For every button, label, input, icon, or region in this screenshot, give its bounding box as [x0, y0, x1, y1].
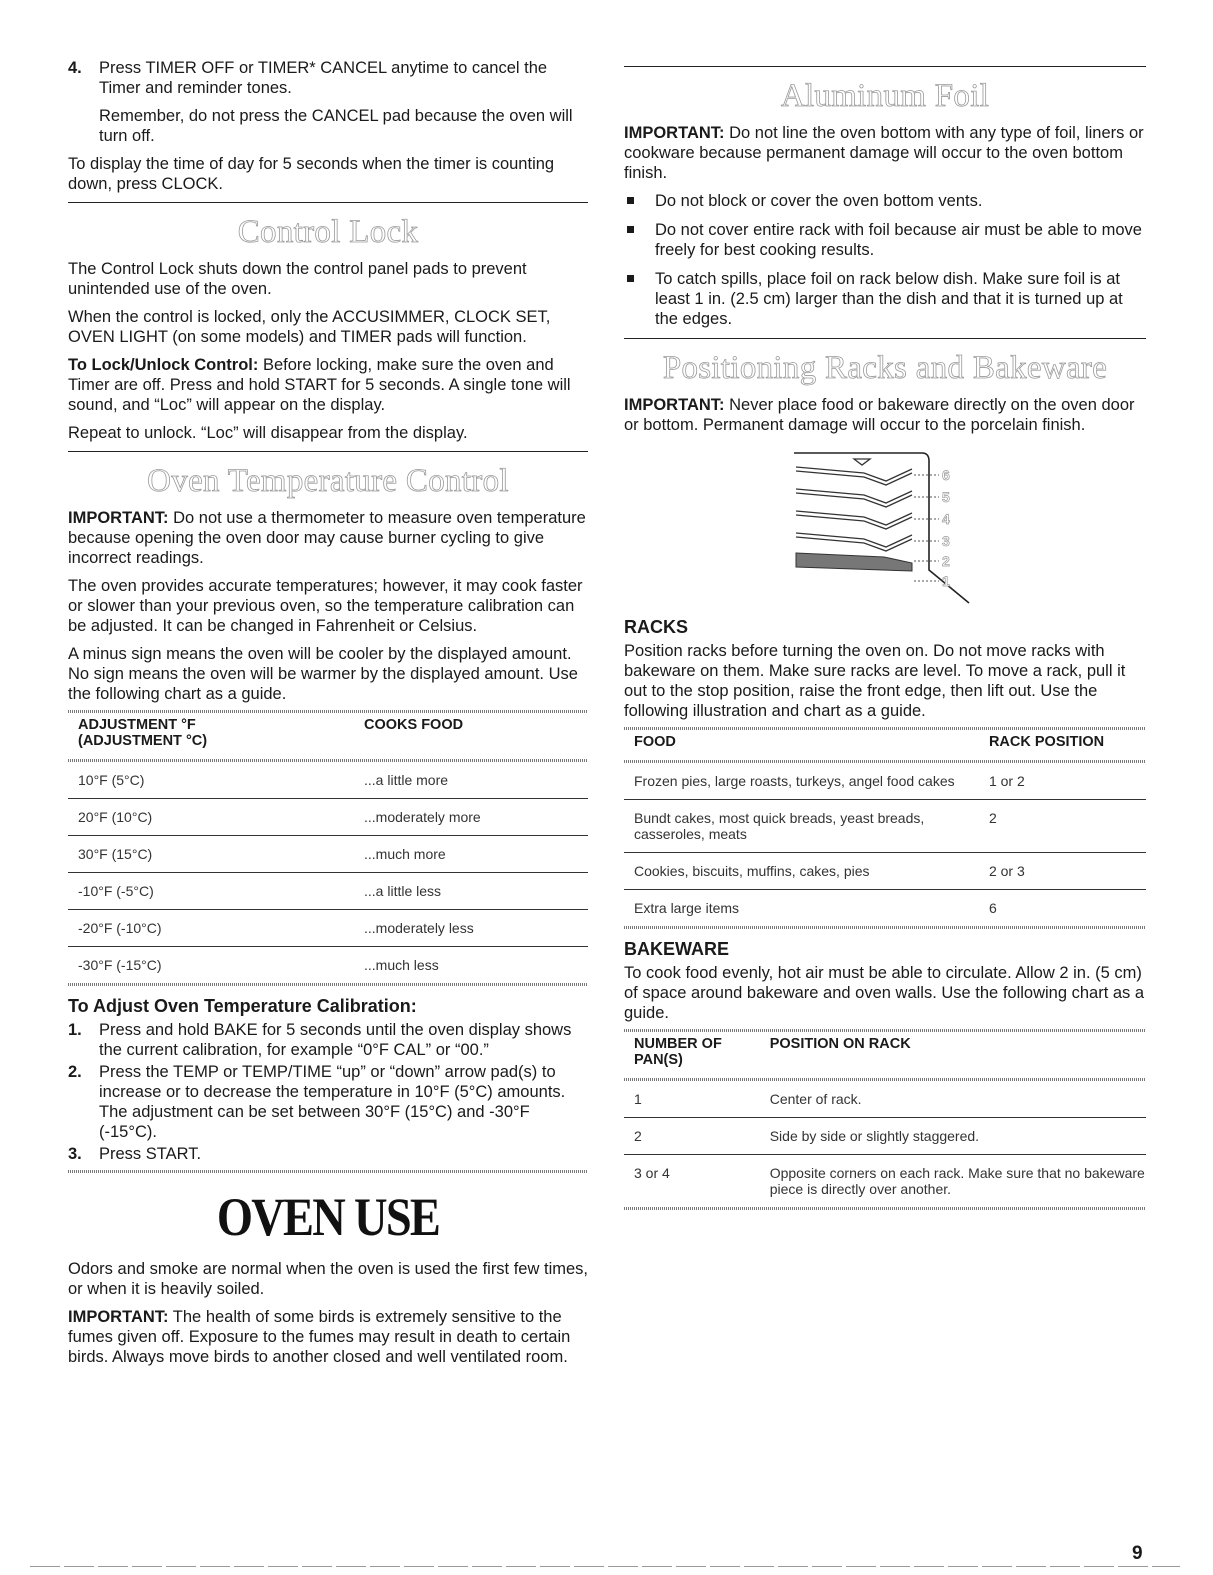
positioning-important — [624, 395, 1146, 435]
calibration-heading: To Adjust Oven Temperature Calibration: — [68, 996, 417, 1016]
oven-temp-title: Oven Temperature Control — [147, 463, 509, 499]
header-number-of: NUMBER OF — [634, 1036, 722, 1052]
step-text: Press TIMER OFF or TIMER* CANCEL anytime to cancel the Timer and reminder tones. — [99, 59, 548, 97]
table-cell: 2 — [979, 800, 1146, 853]
page-number: 9 — [1132, 1543, 1143, 1564]
important-label: IMPORTANT: — [68, 509, 169, 527]
racks-table — [624, 763, 1146, 926]
oven-use-important — [68, 1307, 588, 1367]
table-cell: ...moderately more — [354, 799, 588, 836]
table-cell: Center of rack. — [769, 1091, 862, 1107]
step-text: Press and hold BAKE for 5 seconds until the oven display shows the current calibration, for example “0°F CAL” or “00.” — [99, 1021, 572, 1059]
important-text: Do not use a thermometer to measure oven temperature because opening the oven door may cause burner cycling to give incorrect readings. — [68, 509, 586, 567]
step-number: 1. — [68, 1021, 82, 1039]
rack-position-label: 3 — [942, 533, 950, 549]
header-adjustment-c: (ADJUSTMENT °C) — [78, 733, 208, 749]
foil-bullets — [624, 191, 1146, 329]
bakeware-p1: To cook food evenly, hot air must be able to circulate. Allow 2 in. (5 cm) of space around bakeware and oven walls. Use the following chart as a guide. — [624, 964, 1145, 1022]
section-divider — [68, 202, 588, 203]
table-cell: Frozen pies, large roasts, turkeys, angel food cakes — [634, 773, 955, 789]
table-cell: 3 or 4 — [624, 1155, 760, 1208]
table-cell: ...a little more — [364, 772, 449, 788]
step-number: 3. — [68, 1145, 82, 1163]
timer-step — [68, 58, 588, 146]
table-header-row — [68, 713, 588, 759]
header-pans: PAN(S) — [634, 1052, 683, 1068]
table-row — [624, 1081, 1146, 1118]
table-row — [68, 836, 588, 873]
aluminum-foil-title: Aluminum Foil — [780, 78, 990, 114]
table-cell: 20°F (10°C) — [68, 799, 354, 836]
table-header-rack-position: RACK POSITION — [988, 734, 1105, 750]
racks-p1: Position racks before turning the oven on. Do not move racks with bakeware on them. Make sure racks are level. To move a rack, pull it out to the stop position, raise the front edge, then lift out. Use the following illustration and chart as a guide. — [624, 642, 1126, 720]
control-lock-title: Control Lock — [237, 214, 419, 250]
control-lock-pads: When the control is locked, only the ACCUSIMMER, CLOCK SET, OVEN LIGHT (on some models) and TIMER pads will function. — [68, 308, 551, 346]
important-label: IMPORTANT: — [624, 396, 725, 414]
list-item: To catch spills, place foil on rack below dish. Make sure foil is at least 1 in. (2.5 cm) larger than the dish and that it is turned up at the edges. — [624, 269, 1146, 329]
list-item: Do not cover entire rack with foil because air must be able to move freely for best cooking results. — [624, 220, 1146, 260]
racks-heading: RACKS — [624, 617, 689, 637]
position-leaders — [914, 475, 939, 581]
positioning-title: Positioning Racks and Bakeware — [662, 350, 1108, 386]
table-bottom-border — [68, 983, 588, 986]
important-label: IMPORTANT: — [68, 1308, 169, 1326]
oven-use-title: OVEN USE — [216, 1187, 440, 1247]
left-column — [68, 58, 588, 1375]
lock-label: To Lock/Unlock Control: — [68, 356, 259, 374]
oven-temp-important — [68, 508, 588, 568]
table-row — [624, 763, 1146, 800]
table-cell: -10°F (-5°C) — [68, 873, 354, 910]
timer-steps — [68, 58, 588, 146]
table-cell: ...much more — [354, 836, 588, 873]
table-row — [624, 1118, 1146, 1155]
oven-temp-p1: The oven provides accurate temperatures; however, it may cook faster or slower than your previous oven, so the temperature calibration can be adjusted. It can be changed in Fahrenheit or Celsius. — [68, 577, 583, 635]
table-header-row — [624, 1032, 1146, 1078]
table-cell: 1 or 2 — [988, 773, 1025, 789]
section-dotted-divider — [68, 1170, 588, 1173]
important-label: IMPORTANT: — [624, 124, 725, 142]
table-row — [68, 762, 588, 799]
table-cell: 2 — [624, 1118, 760, 1155]
table-row — [624, 800, 1146, 853]
section-divider — [68, 451, 588, 452]
oven-use-p1: Odors and smoke are normal when the oven is used the first few times, or when it is heavily soiled. — [68, 1260, 588, 1298]
rack-position-label: 5 — [942, 489, 950, 505]
temp-adjustment-table — [68, 713, 588, 759]
table-cell: Bundt cakes, most quick breads, yeast breads, casseroles, meats — [624, 800, 979, 853]
bakeware-table-header — [624, 1032, 1146, 1078]
step-subtext: Remember, do not press the CANCEL pad because the oven will turn off. — [99, 107, 573, 145]
header-adjustment-f: ADJUSTMENT °F — [78, 717, 196, 733]
bakeware-table — [624, 1081, 1146, 1207]
table-cell: ...much less — [354, 947, 588, 984]
table-header-adjustment — [68, 713, 354, 759]
calibration-step — [68, 1062, 588, 1142]
calibration-step — [68, 1144, 588, 1164]
rack-position-label: 2 — [942, 553, 950, 569]
table-cell: -30°F (-15°C) — [68, 947, 354, 984]
table-cell: 10°F (5°C) — [78, 772, 145, 788]
section-divider — [624, 66, 1146, 67]
lock-text: Before locking, make sure the oven and Timer are off. Press and hold START for 5 seconds. A single tone will sound, and “Loc” will appear on the display. — [68, 356, 571, 414]
rack-lines — [796, 459, 912, 551]
table-cell: 30°F (15°C) — [68, 836, 354, 873]
important-text: Never place food or bakeware directly on the oven door or bottom. Permanent damage will occur to the porcelain finish. — [624, 396, 1135, 434]
table-cell: ...a little less — [354, 873, 588, 910]
table-cell: ...moderately less — [354, 910, 588, 947]
step-text: Press START. — [99, 1145, 202, 1163]
bakeware-heading: BAKEWARE — [624, 939, 730, 959]
table-cell: -20°F (-10°C) — [68, 910, 354, 947]
foil-important — [624, 123, 1146, 183]
oven-temp-p2: A minus sign means the oven will be cooler by the displayed amount. No sign means the oven will be warmer by the displayed amount. Use the following chart as a guide. — [68, 645, 578, 703]
table-cell: Opposite corners on each rack. Make sure that no bakeware piece is directly over another. — [760, 1155, 1146, 1208]
table-header-pans — [624, 1032, 760, 1078]
calibration-step — [68, 1020, 588, 1060]
rack-position-label: 6 — [942, 467, 950, 483]
table-cell: 2 or 3 — [979, 853, 1146, 890]
table-header-position: POSITION ON RACK — [769, 1036, 911, 1052]
table-row — [624, 1155, 1146, 1208]
table-cell: 6 — [979, 890, 1146, 927]
table-cell: Extra large items — [624, 890, 979, 927]
step-number: 4. — [68, 59, 82, 77]
table-row — [68, 947, 588, 984]
table-row — [68, 910, 588, 947]
table-row — [68, 799, 588, 836]
calibration-steps — [68, 1020, 588, 1164]
table-row — [68, 873, 588, 910]
table-header-food: FOOD — [634, 734, 676, 750]
important-text: The health of some birds is extremely sensitive to the fumes given off. Exposure to the fumes may result in death to certain birds. Always move birds to another closed and well ventilated room. — [68, 1308, 571, 1366]
table-cell: Cookies, biscuits, muffins, cakes, pies — [624, 853, 979, 890]
rack-position-label: 1 — [942, 573, 950, 589]
timer-display-note: To display the time of day for 5 seconds when the timer is counting down, press CLOCK. — [68, 155, 555, 193]
list-item: Do not block or cover the oven bottom vents. — [624, 191, 1146, 211]
table-bottom-border — [624, 1207, 1146, 1210]
bottom-rack-hatch — [796, 553, 912, 571]
table-row — [624, 890, 1146, 927]
table-row — [624, 853, 1146, 890]
section-divider — [624, 338, 1146, 339]
step-number: 2. — [68, 1063, 82, 1081]
step-text: Press the TEMP or TEMP/TIME “up” or “down” arrow pad(s) to increase or to decrease the temperature in 10°F (5°C) amounts. The adjustment can be set between 30°F (15°C) and -30°F (-15°C). — [99, 1063, 566, 1141]
rack-positions-illustration — [794, 445, 974, 607]
right-column — [624, 62, 1146, 1210]
important-text: Do not line the oven bottom with any type of foil, liners or cookware because permanent damage will occur to the oven bottom finish. — [624, 124, 1144, 182]
table-cell: Side by side or slightly staggered. — [760, 1118, 1146, 1155]
control-lock-instructions — [68, 355, 588, 415]
table-header-cooks: COOKS FOOD — [364, 717, 464, 733]
table-header-row — [624, 730, 1146, 760]
rack-position-label: 4 — [942, 511, 950, 527]
temp-adjustment-body — [68, 762, 588, 983]
racks-table-header — [624, 730, 1146, 760]
table-cell: 1 — [634, 1091, 642, 1107]
control-unlock-note: Repeat to unlock. “Loc” will disappear from the display. — [68, 424, 468, 442]
page-bottom-rule — [30, 1566, 1180, 1567]
table-bottom-border — [624, 926, 1146, 929]
control-lock-intro: The Control Lock shuts down the control panel pads to prevent unintended use of the oven. — [68, 260, 527, 298]
